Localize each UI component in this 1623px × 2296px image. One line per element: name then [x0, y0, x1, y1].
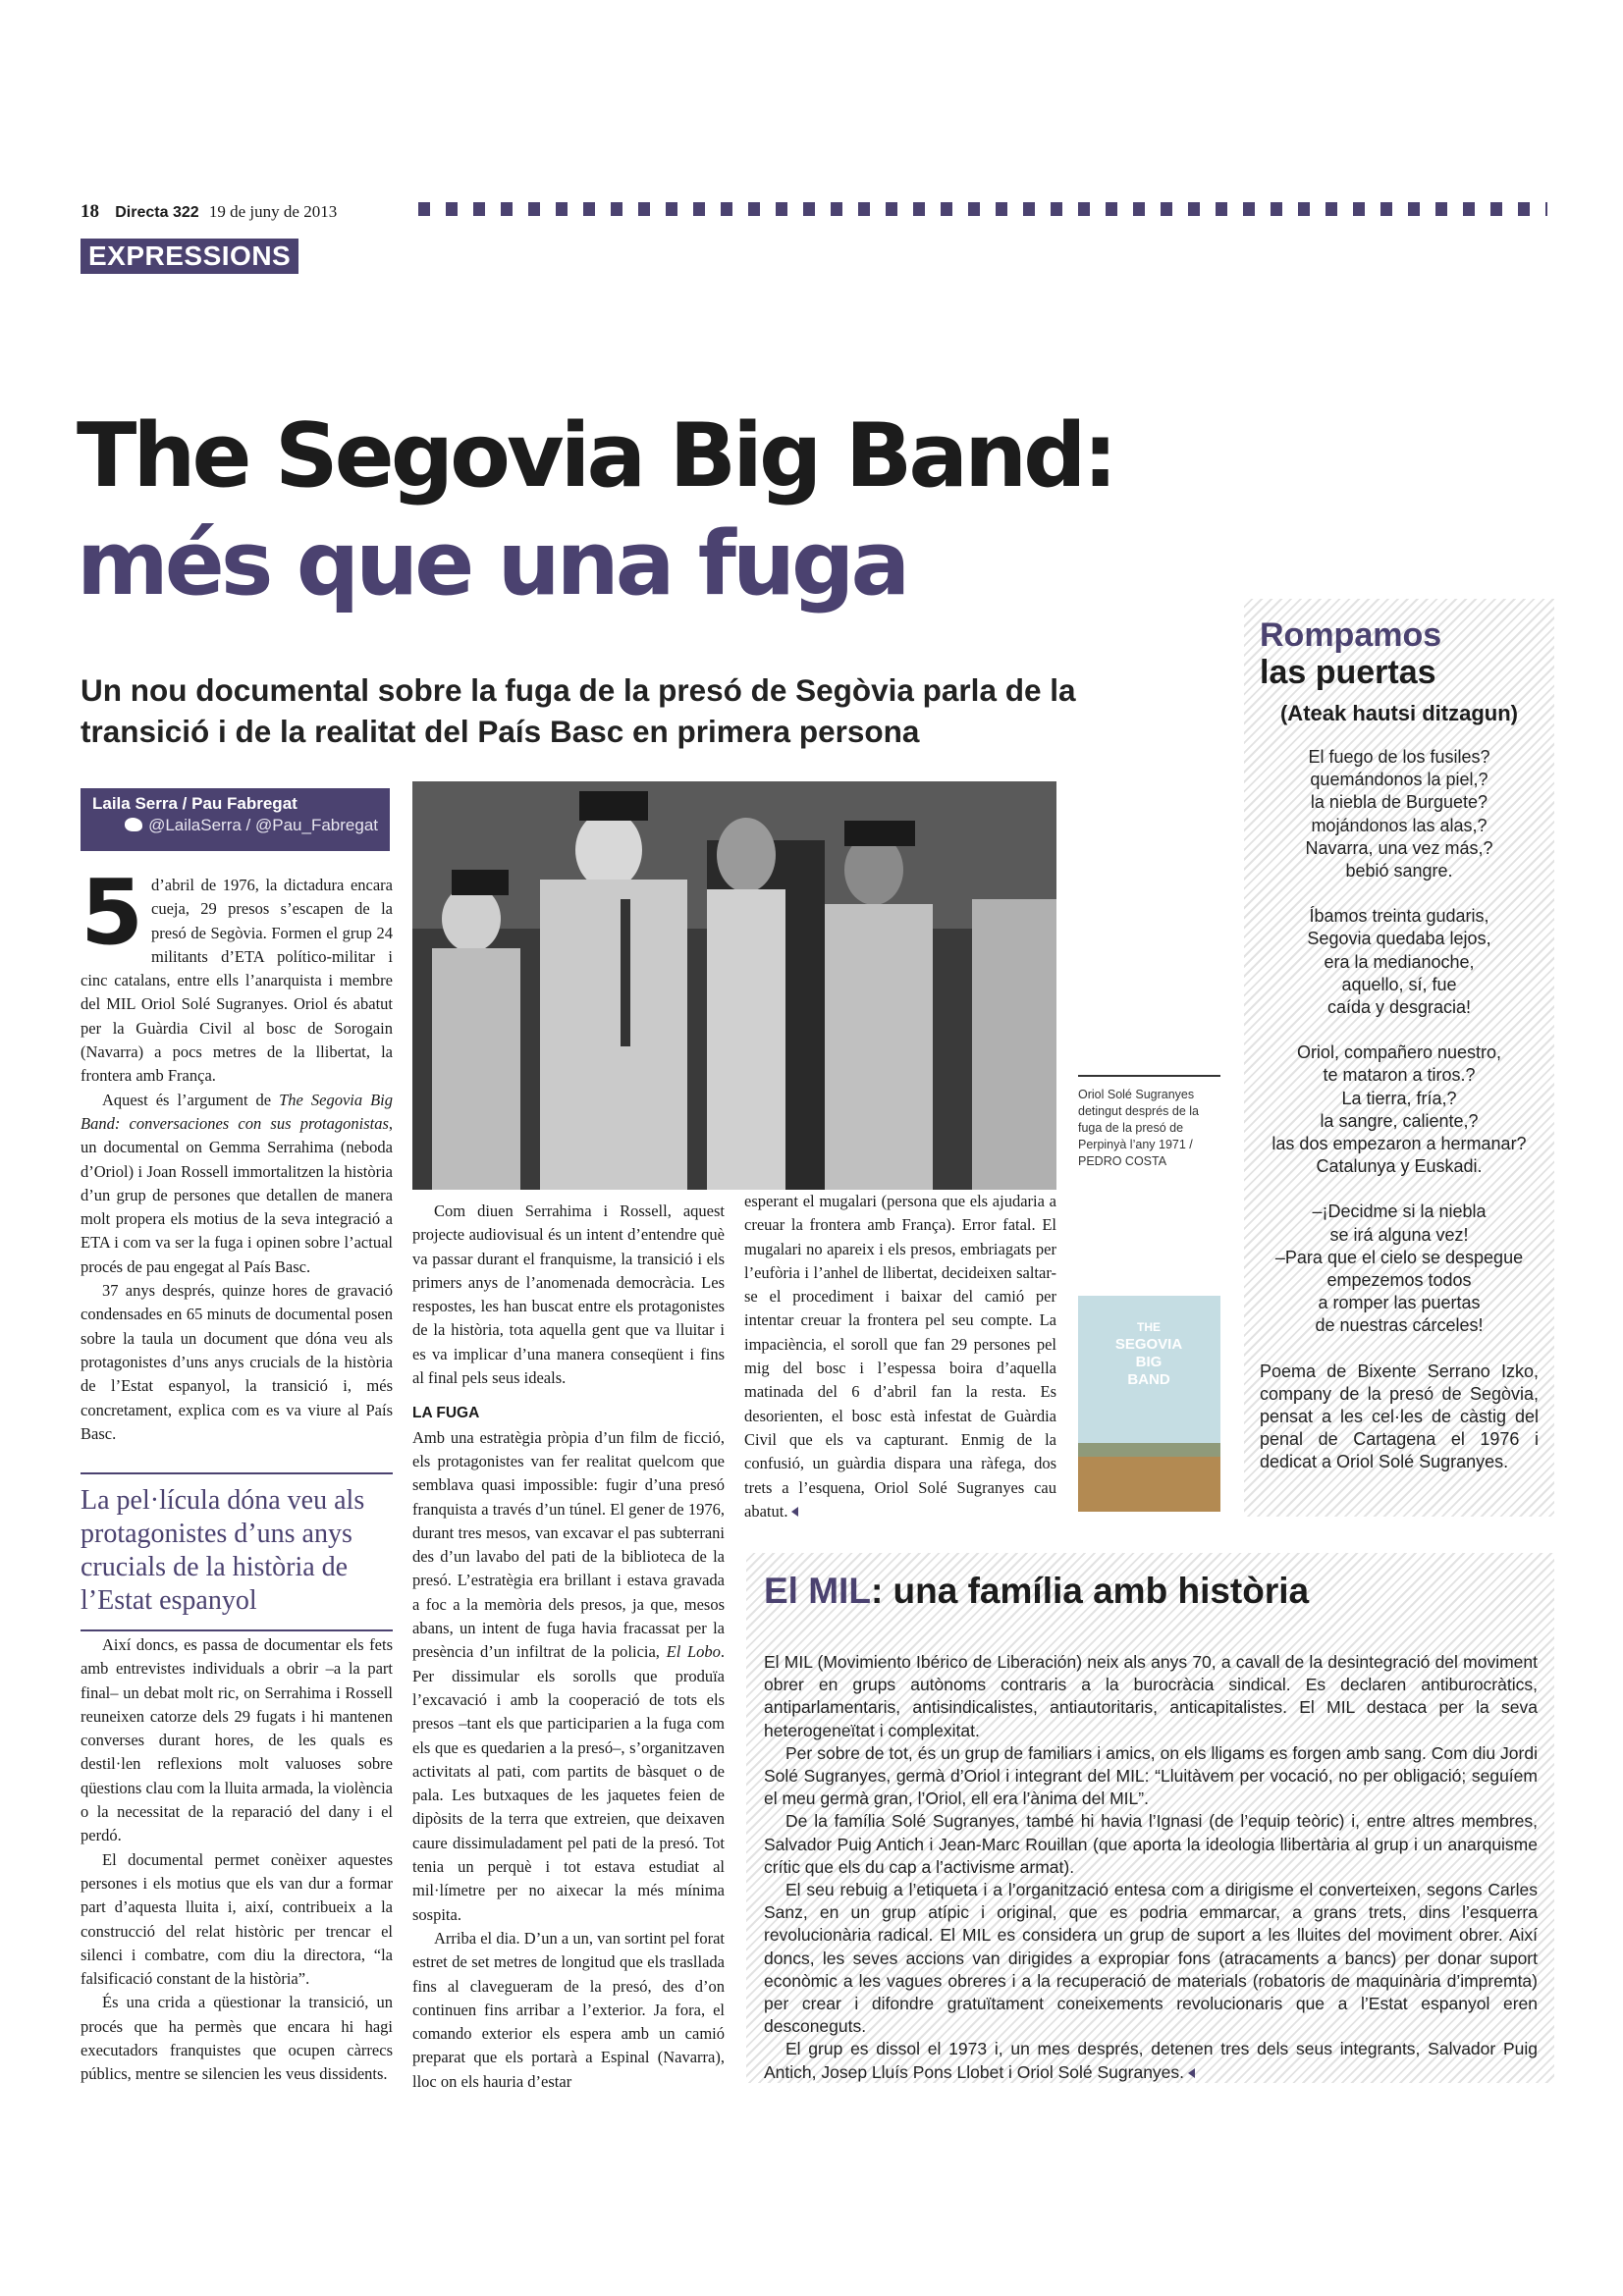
article-subtitle: Un nou documental sobre la fuga de la presó de Segòvia parla de la transició i de la realitat del País Basc en primera persona [81, 672, 1076, 749]
drop-cap: 5 [81, 860, 144, 965]
end-of-article-icon [791, 1507, 798, 1517]
poem-title-line1: Rompamos [1260, 616, 1442, 654]
byline-authors: Laila Serra / Pau Fabregat [92, 794, 298, 813]
body-paragraph: De la família Solé Sugranyes, també hi havia l’Ignasi (de l’equip teòric) i, entre altres membres, Salvador Puig Antich i Jean-Marc Rouillan (que aporta la ideologia llibertària al grup i un anarquisme crític que els du cap a l’activisme armat). [764, 1811, 1538, 1877]
body-paragraph: Arriba el dia. D’un a un, van sortint pel forat estret de set metres de longitud que els traslladа fins al clavegueram de la presó, des d’on continuen fins arribar a l’exterior. Ja fora, el comando exterior els espera amb un camió preparat que els portarà a Espinal (Navarra), lloc on els hauria d’estar [412, 1928, 725, 2091]
arrest-photo-illustration [412, 781, 1056, 1190]
mil-box [746, 1553, 1554, 2083]
section-subhead: LA FUGA [412, 1405, 480, 1422]
body-paragraph: Així doncs, es passa de documentar els fets amb entrevistes individuals a obrir –a la part final– un debat molt ric, on Serrahima i Rossell reuneixen catorze dels 29 fugats i hi mantenen converses durant hores, de les quals es destil·len reflexions molt valuoses sobre qüestions clau com la lluita armada, la violència o la necessitat de la reparació del dany i el perdó. [81, 1635, 393, 1845]
documentary-poster [1078, 1296, 1220, 1512]
page-header [81, 201, 337, 223]
poem-stanza: –¡Decidme si la niebla se irá alguna vez! –Para que el cielo se despegue empezemos todos a romper las puertas de nuestras cárceles! [1274, 1201, 1524, 1336]
body-paragraph: 37 anys després, quinze hores de gravació condensades en 65 minuts de documental posen sobre la taula un document que dóna veu als protagonistes d’uns anys crucials de la història de l’Estat espanyol, la transició i, més concretament, explica com es va viure al País Basc. [81, 1281, 393, 1443]
body-paragraph: El seu rebuig a l’etiqueta i a l’organització entesa com a dirigisme el converteixen, segons Carles Sanz, en un grup atípic i original, que es podria emmarcar, a grans trets, dins l’esquerra revolucionària radical. El MIL es considera un grup de suport a les lluites del moviment obrer. Així doncs, les seves accions van dirigides a expropiar fons (atracaments a bancs) per donar suport econòmic a les vagues obreres i a la recuperació de materials (robatoris de maquinària d’impremta) per crear i difondre gratuïtament coneixements revolucionaris que a l’Estat espanyol eren desconeguts. [764, 1880, 1538, 2037]
mil-box-body [764, 1651, 1538, 2084]
twitter-handles: @LailaSerra / @Pau_Fabregat [148, 816, 378, 834]
article-column-1 [81, 860, 393, 1446]
body-paragraph: Aquest és l’argument de The Segovia Big Band: conversaciones con sus protagonistas, un documental on Gemma Serrahima (neboda d’Oriol) i Joan Rossell immortalitzen la història d’un grup de persones que detallen de manera molt propera els motius de la seva integració a ETA i com va ser la fuga i opinen sobre l’actual procés de pau engegat al País Basc. [81, 1090, 393, 1276]
body-paragraph: És una crida a qüestionar la transició, un procés que ha permès que encara hi hagi executadors franquistes que ocupen càrrecs públics, mentre se silencien les veus dissidents. [81, 1993, 393, 2084]
poem-body [1260, 746, 1539, 1338]
poster-title-line: SEGOVIA [1114, 1336, 1183, 1353]
mil-box-title: El MIL: una família amb història [764, 1571, 1310, 1611]
poem-sidebar [1244, 599, 1554, 1517]
byline-twitter [92, 816, 378, 835]
byline [81, 788, 390, 851]
poem-attribution: Poema de Bixente Serrano Izko, company de la presó de Segòvia, pensat a les cel·les de càstig del penal de Cartagena el 1976 i dedicat a Oriol Solé Sugranyes. [1260, 1361, 1539, 1471]
article-column-2 [412, 1200, 725, 2094]
pull-quote: La pel·lícula dóna veu als protagonistes d’uns anys crucials de la història de l’Estat espanyol [81, 1472, 393, 1631]
page-number: 18 [81, 201, 99, 222]
photo-caption: Oriol Solé Sugranyes detingut després de la fuga de la presó de Perpinyà l’any 1971 / PEDRO COSTA [1078, 1075, 1220, 1170]
body-paragraph: El grup es dissol el 1973 i, un mes després, detenen tres dels seus integrants, Salvador Puig Antich, Josep Lluís Pons Llobet i Oriol Solé Sugranyes. [764, 2039, 1538, 2082]
article-column-3 [744, 1190, 1056, 1523]
body-paragraph: 5 d’abril de 1976, la dictadura encara cueja, 29 presos s’escapen de la presó de Segòvia. Formen el grup 24 militants d’ETA político-militar i cinc catalans, entre ells l’anarquista i membre del MIL Oriol Solé Sugranyes. Oriol és abatut per la Guàrdia Civil al bosc de Sorogain (Navarra) a pocs metres de la llibertat, la frontera amb França. [81, 860, 393, 1086]
body-paragraph: El documental permet conèixer aquestes persones i els motius que els van dur a formar part d’aquesta lluita i, així, contribueix a la construcció del relat històric per trencar el silenci i combatre, com diu la directora, “la falsificació constant de la història”. [81, 1849, 393, 1989]
header-dotted-rule [418, 202, 1547, 216]
poem-stanza: Íbamos treinta gudaris, Segovia quedaba lejos, era la medianoche, aquello, sí, fue caída y desgracia! [1307, 906, 1491, 1018]
article-column-1-continued [81, 1633, 393, 2087]
body-paragraph: Per sobre de tot, és un grup de familiars i amics, on els lligams es forgen amb sang. Com diu Jordi Solé Sugranyes, germà d’Oriol i integrant del MIL: “Lluitàvem per vocació, no per obligació; seguíem el meu germà gran, l’Oriol, ell era l’ànima del MIL”. [764, 1742, 1538, 1809]
poem-title-line2: las puertas [1260, 654, 1436, 691]
poem-sidebar-content [1244, 599, 1554, 1491]
poster-title-line: BAND [1127, 1371, 1170, 1388]
poem-stanza: El fuego de los fusiles? quemándonos la piel,? la niebla de Burguete? mojándonos las alas,? Navarra, una vez más,? bebió sangre. [1305, 747, 1493, 881]
poster-illustration [1078, 1296, 1220, 1512]
article-title-line2: més que una fuga [77, 512, 907, 615]
twitter-bird-icon [125, 818, 142, 831]
section-tag: EXPRESSIONS [81, 239, 298, 274]
issue-date: 19 de juny de 2013 [208, 202, 338, 221]
end-of-article-icon [1188, 2068, 1195, 2078]
publication-name: Directa 322 [115, 204, 199, 221]
body-paragraph: Com diuen Serrahima i Rossell, aquest projecte audiovisual és un intent d’entendre què va passar durant el franquisme, la transició i els primers anys de l’anomenada democràcia. Les respostes, les han buscat entre els protagonistes de la història, tota aquella gent que va lluitar i es va implicar d’una manera conseqüent i fins al final pels seus ideals. [412, 1201, 725, 1388]
article-photo [412, 781, 1056, 1190]
poster-title-line: THE [1137, 1320, 1161, 1334]
poem-subtitle: (Ateak hautsi ditzagun) [1279, 701, 1518, 725]
documentary-title: The Segovia Big Band: conversaciones con sus protagonistas [81, 1090, 393, 1133]
body-paragraph: esperant el mugalari (persona que els ajudaria a creuar la frontera amb França). Error fatal. El mugalari no apareix i els presos, embriagats per l’eufòria i l’anhel de llibertat, decideixen saltar-se el procediment i baixar del camió per intentar creuar la frontera pel seu compte. La impaciència, el soroll que fan 29 persones pel mig del bosc i l’espessa boira d’aquella matinada del 6 d’abril fan la resta. Es desorienten, el bosc està infestat de Guàrdia Civil que els va capturant. Enmig de la confusió, un guàrdia dispara una ràfega, dos trets a l’esquena, Oriol Solé Sugranyes cau abatut. [744, 1192, 1056, 1521]
article-title-line1: The Segovia Big Band: [77, 404, 1114, 507]
body-paragraph: Amb una estratègia pròpia d’un film de ficció, els protagonistes van fer realitat quelcom que semblava quasi impossible: fugir d’una presó franquista a través d’un túnel. El gener de 1976, durant tres mesos, van excavar el pas subterrani des d’un lavabo del pati de la biblioteca de la presó. L’estratègia era brillant i estava gravada a foc a la memòria dels presos, ja que, mesos abans, un intent de fuga havia fracassat per la presència d’un infiltrat de la policia, El Lobo. Per dissimular els sorolls que produïa l’excavació i amb la cooperació de tots els presos –tant els que participarien a la fuga com els que es quedarien a la presó–, s’organitzaven activitats al pati, com partits de bàsquet o de pala. Les butxaques de les jaquetes feien de dipòsits de la terra que extreien, que deixaven caure dissimuladament pel pati de la presó. Tot tenia un perquè i tot estava estudiat al mil·límetre per no aixecar la més mínima sospita. [412, 1427, 726, 1924]
poem-stanza: Oriol, compañero nuestro, te mataron a tiros.? La tierra, fría,? la sangre, caliente,? las dos empezaron a hermanar? Catalunya y Euskadi. [1271, 1042, 1527, 1177]
body-paragraph: El MIL (Movimiento Ibérico de Liberación) neix als anys 70, a cavall de la desintegració del moviment obrer en grups autònoms contraris a la burocràcia sindical. Es declaren antiburocràtics, antiparlamentaris, antisindicalistes, antiautoritaris, anticapitalistes. El MIL destaca per la seva heterogeneïtat i complexitat. [764, 1652, 1538, 1740]
poster-title-line: BIG [1135, 1354, 1163, 1370]
